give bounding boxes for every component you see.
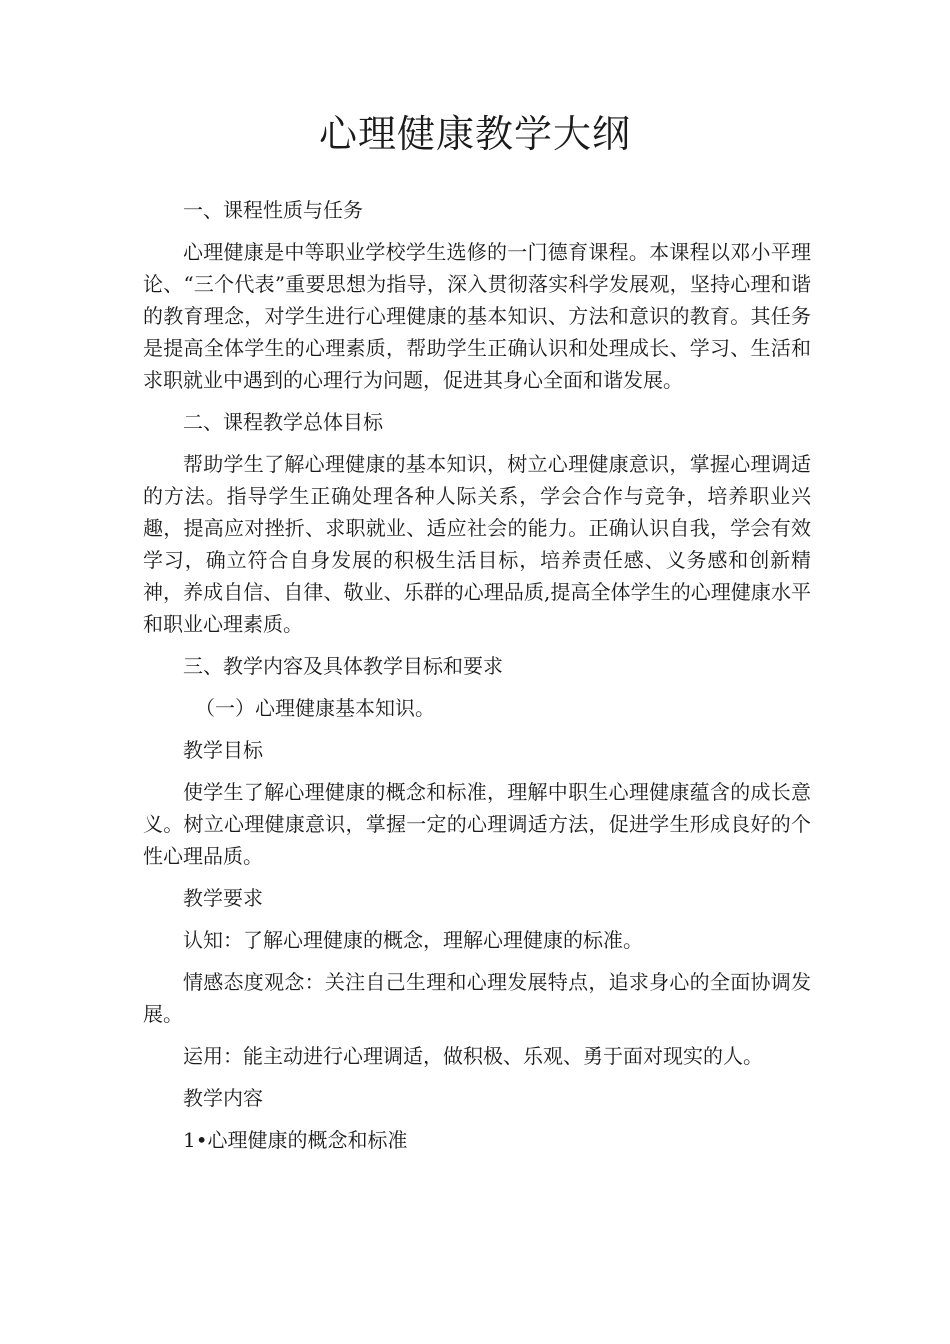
section-heading-goals: 二、课程教学总体目标 (183, 410, 383, 434)
paragraph-teaching-goal: 使学生了解心理健康的概念和标准，理解中职生心理健康蕴含的成长意义。树立心理健康意识，掌握一定的心理调适方法，促进学生形成良好的个性心理品质。 (143, 780, 811, 868)
label-teaching-requirements: 教学要求 (183, 886, 263, 910)
label-teaching-content: 教学内容 (183, 1086, 263, 1110)
requirement-application: 运用：能主动进行心理调适，做积极、乐观、勇于面对现实的人。 (183, 1044, 763, 1068)
paragraph-goals: 帮助学生了解心理健康的基本知识，树立心理健康意识，掌握心理调适的方法。指导学生正确处理各种人际关系，学会合作与竞争，培养职业兴趣，提高应对挫折、求职就业、适应社会的能力。正确认识自我，学会有效学习，确立符合自身发展的积极生活目标，培养责任感、义务感和创新精神，养成自信、自律、敬业、乐群的心理品质,提高全体学生的心理健康水平和职业心理素质。 (143, 452, 811, 636)
document-body (143, 194, 811, 1166)
subsection-heading-basics: （一）心理健康基本知识。 (195, 696, 435, 720)
section-heading-nature: 一、课程性质与任务 (183, 198, 363, 222)
document-title: 心理健康教学大纲 (318, 112, 631, 156)
requirement-cognition: 认知：了解心理健康的概念，理解心理健康的标准。 (183, 928, 643, 952)
label-teaching-goal: 教学目标 (183, 738, 263, 762)
paragraph-nature: 心理健康是中等职业学校学生选修的一门德育课程。本课程以邓小平理论、“三个代表”重要思想为指导，深入贯彻落实科学发展观，坚持心理和谐的教育理念，对学生进行心理健康的基本知识、方法和意识的教育。其任务是提高全体学生的心理素质，帮助学生正确认识和处理成长、学习、生活和求职就业中遇到的心理行为问题，促进其身心全面和谐发展。 (143, 240, 811, 392)
requirement-attitude: 情感态度观念：关注自己生理和心理发展特点，追求身心的全面协调发展。 (143, 970, 811, 1026)
section-heading-content: 三、教学内容及具体教学目标和要求 (183, 654, 503, 678)
content-item-1: 1•心理健康的概念和标准 (183, 1128, 408, 1152)
